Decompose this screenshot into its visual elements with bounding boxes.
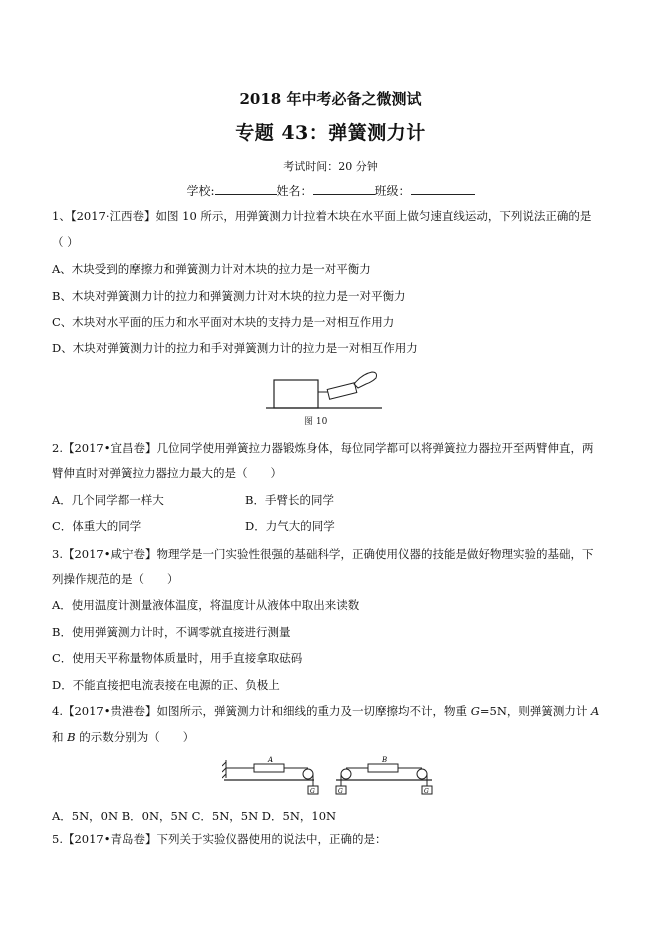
q3-option-d: D．不能直接把电流表接在电源的正、负极上 — [52, 678, 280, 692]
q1-stem-line2: （ ） — [52, 235, 79, 249]
q2-option-c: C．体重大的同学 — [52, 519, 142, 533]
q3-option-c: C．使用天平称量物体质量时，用手直接拿取砝码 — [52, 651, 303, 665]
name-blank[interactable] — [313, 182, 375, 195]
q4-stem-line2: 和 B 的示数分别为（ ） — [52, 730, 195, 744]
q2-stem-line2: 臂伸直时对弹簧拉力器拉力最大的是（ ） — [52, 466, 282, 480]
q4-weight-middle: G — [338, 788, 343, 795]
q1-option-b: B、木块对弹簧测力计的拉力和弹簧测力计对木块的拉力是一对平衡力 — [52, 289, 406, 303]
student-info-line — [0, 182, 661, 199]
exam-time: 考试时间：20 分钟 — [283, 160, 378, 173]
q1-option-d: D、木块对弹簧测力计的拉力和手对弹簧测力计的拉力是一对相互作用力 — [52, 341, 418, 355]
school-blank[interactable] — [215, 182, 277, 195]
q5-stem-line1: 5.【2017•青岛卷】下列关于实验仪器使用的说法中，正确的是： — [52, 832, 387, 846]
q2-stem-line1: 2.【2017•宜昌卷】几位同学使用弹簧拉力器锻炼身体，每位同学都可以将弹簧拉力器拉开至两臂伸直，两 — [52, 441, 594, 455]
q4-weight-right: G — [424, 788, 429, 795]
q1-stem-line1: 1、【2017·江西卷】如图 10 所示，用弹簧测力计拉着木块在水平面上做匀速直线运动，下列说法正确的是 — [52, 209, 592, 223]
q4-figure — [222, 750, 444, 802]
exam-title: 2018 年中考必备之微测试 — [239, 90, 422, 108]
q3-option-a: A．使用温度计测量液体温度，将温度计从液体中取出来读数 — [52, 598, 360, 612]
q4-stem-line1: 4.【2017•贵港卷】如图所示，弹簧测力计和细线的重力及一切摩擦均不计，物重 G=5N，则弹簧测力计 A — [52, 704, 600, 718]
q2-option-b: B．手臂长的同学 — [245, 493, 334, 507]
q3-stem-line2: 列操作规范的是（ ） — [52, 572, 179, 586]
topic-title: 专题 43：弹簧测力计 — [235, 122, 426, 144]
name-label: 姓名： — [276, 184, 313, 198]
class-label: 班级： — [374, 184, 411, 198]
q3-stem-line1: 3.【2017•咸宁卷】物理学是一门实验性很强的基础科学，正确使用仪器的技能是做好物理实验的基础，下 — [52, 547, 594, 561]
q3-option-b: B．使用弹簧测力计时，不调零就直接进行测量 — [52, 625, 291, 639]
class-blank[interactable] — [411, 182, 475, 195]
q1-option-c: C、木块对水平面的压力和水平面对木块的支持力是一对相互作用力 — [52, 315, 395, 329]
q4-weight-left: G — [310, 788, 315, 795]
q1-option-a: A、木块受到的摩擦力和弹簧测力计对木块的拉力是一对平衡力 — [52, 262, 371, 276]
q2-option-d: D．力气大的同学 — [245, 519, 335, 533]
school-label: 学校: — [186, 184, 215, 198]
q2-option-a: A．几个同学都一样大 — [52, 493, 164, 507]
q1-figure — [262, 362, 386, 432]
q4-label-b: B — [382, 756, 388, 764]
q4-label-a: A — [268, 756, 274, 764]
q4-options: A．5N，0N B．0N，5N C．5N，5N D．5N，10N — [52, 809, 337, 823]
q1-figure-caption: 图 10 — [304, 417, 328, 427]
